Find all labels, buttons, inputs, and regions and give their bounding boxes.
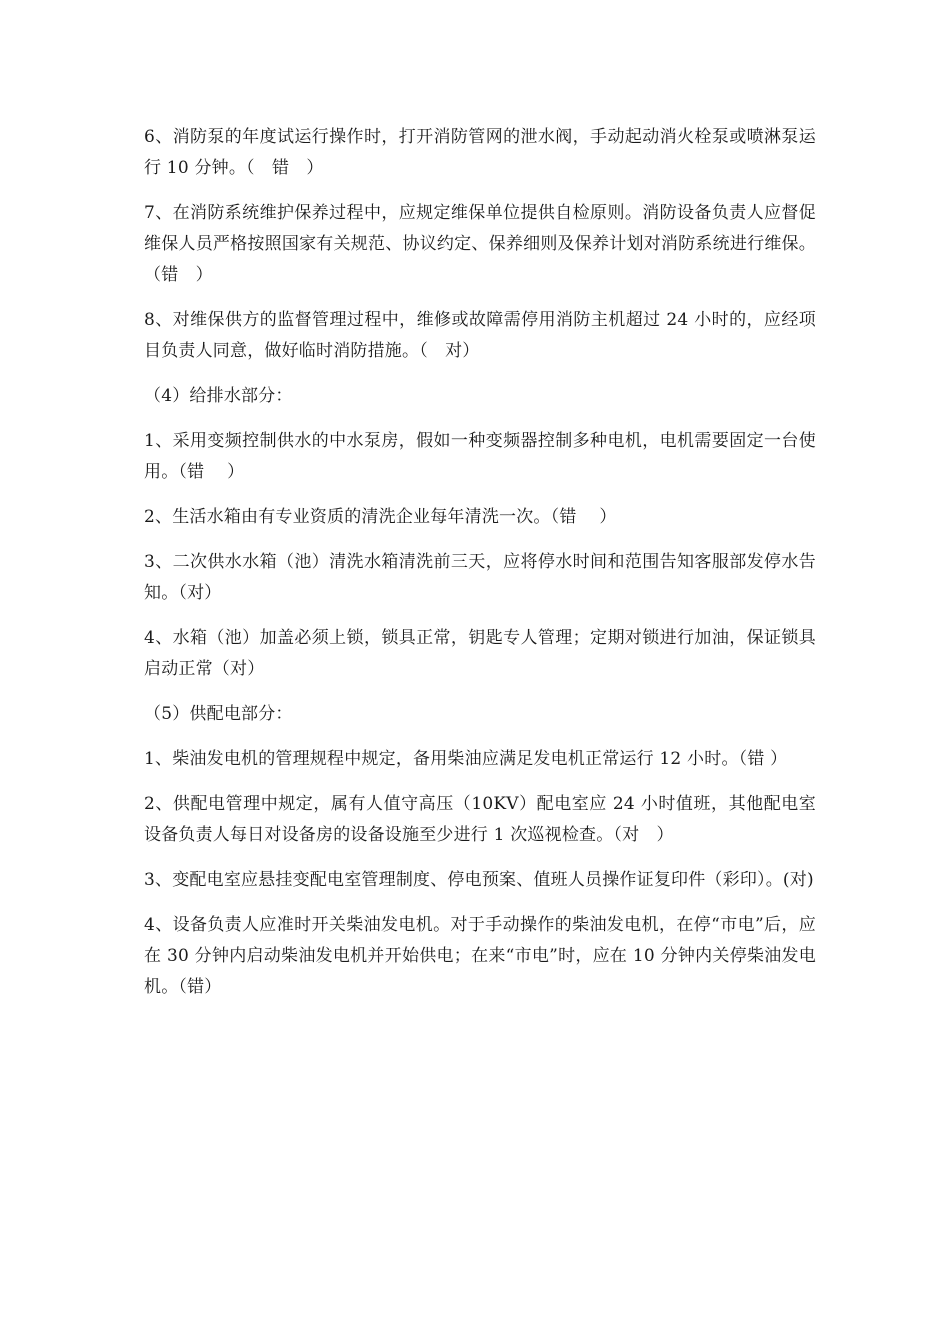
question-water-4: 4、水箱（池）加盖必须上锁，锁具正常，钥匙专人管理；定期对锁进行加油，保证锁具启动正常（对） (144, 628, 816, 679)
document-body (144, 122, 816, 1017)
section-heading-water: （4）给排水部分： (144, 386, 293, 406)
question-water-3: 3、二次供水水箱（池）清洗水箱清洗前三天，应将停水时间和范围告知客服部发停水告知。（对） (144, 552, 816, 603)
question-fire-7: 7、在消防系统维护保养过程中，应规定维保单位提供自检原则。消防设备负责人应督促维保人员严格按照国家有关规范、协议约定、保养细则及保养计划对消防系统进行维保。（错 ） (144, 203, 816, 285)
question-power-3: 3、变配电室应悬挂变配电室管理制度、停电预案、值班人员操作证复印件（彩印）。(对) (144, 870, 814, 890)
section-heading-power: （5）供配电部分： (144, 704, 293, 724)
question-fire-8: 8、对维保供方的监督管理过程中，维修或故障需停用消防主机超过 24 小时的，应经项目负责人同意，做好临时消防措施。（ 对） (144, 310, 816, 361)
question-water-1: 1、采用变频控制供水的中水泵房，假如一种变频器控制多种电机，电机需要固定一台使用。（错 ） (144, 431, 816, 482)
question-power-1: 1、柴油发电机的管理规程中规定，备用柴油应满足发电机正常运行 12 小时。（错 ） (144, 749, 788, 769)
question-fire-6: 6、消防泵的年度试运行操作时，打开消防管网的泄水阀，手动起动消火栓泵或喷淋泵运行 10 分钟。（ 错 ） (144, 127, 816, 178)
question-water-2: 2、生活水箱由有专业资质的清洗企业每年清洗一次。（错 ） (144, 507, 617, 527)
question-power-4: 4、设备负责人应准时开关柴油发电机。对于手动操作的柴油发电机，在停“市电”后，应在 30 分钟内启动柴油发电机并开始供电；在来“市电”时，应在 10 分钟内关停柴油发电机。（错） (144, 915, 816, 997)
question-power-2: 2、供配电管理中规定，属有人值守高压（10KV）配电室应 24 小时值班，其他配电室设备负责人每日对设备房的设备设施至少进行 1 次巡视检查。（对 ） (144, 794, 816, 845)
